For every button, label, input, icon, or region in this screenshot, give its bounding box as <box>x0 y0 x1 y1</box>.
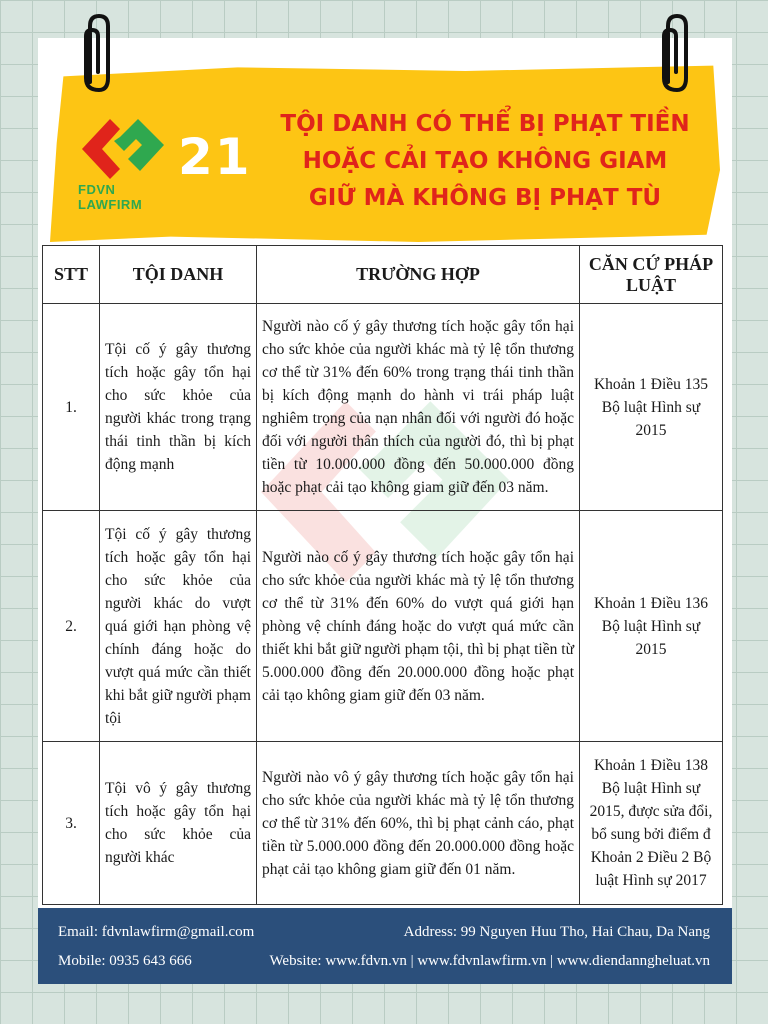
page-title <box>250 106 720 217</box>
fdvn-logo-icon <box>80 115 166 185</box>
title-line: TỘI DANH CÓ THỂ BỊ PHẠT TIỀN <box>280 111 690 137</box>
row-crime: Tội cố ý gây thương tích hoặc gây tổn hại cho sức khỏe của người khác do vượt quá giới hạn phòng vệ chính đáng hoặc do vượt quá mức cần thiết khi bắt giữ người phạm tội <box>100 511 257 742</box>
footer-address: Address: 99 Nguyen Huu Tho, Hai Chau, Da Nang <box>403 924 710 940</box>
row-stt: 1. <box>43 304 100 511</box>
table-header-row <box>43 246 723 304</box>
offense-table <box>42 245 723 905</box>
paperclip-icon <box>654 12 700 96</box>
row-crime: Tội cố ý gây thương tích hoặc gây tổn hại cho sức khỏe của người khác trong trạng thái tinh thần bị kích động mạnh <box>100 304 257 511</box>
row-legal-basis: Khoản 1 Điều 135 Bộ luật Hình sự 2015 <box>580 304 723 511</box>
footer-email[interactable]: Email: fdvnlawfirm@gmail.com <box>58 924 255 940</box>
row-stt: 3. <box>43 742 100 905</box>
row-case: Người nào cố ý gây thương tích hoặc gây tổn hại cho sức khỏe của người khác mà tỷ lệ tổn thương cơ thể từ 31% đến 60% do vượt quá giới hạn phòng vệ chính đáng hoặc do vượt quá mức cần thiết khi bắt giữ người phạm tội, thì bị phạt tiền từ 5.000.000 đồng đến 20.000.000 đồng hoặc phạt cải tạo không giam giữ đến 03 năm. <box>257 511 580 742</box>
table-row <box>43 304 723 511</box>
table-row <box>43 511 723 742</box>
column-header-legal-basis: CĂN CỨ PHÁP LUẬT <box>580 246 723 304</box>
row-stt: 2. <box>43 511 100 742</box>
row-case: Người nào vô ý gây thương tích hoặc gây tổn hại cho sức khỏe của người khác mà tỷ lệ tổn thương cơ thể từ 31% đến 60%, thì bị phạt cảnh cáo, phạt tiền từ 5.000.000 đồng đến 20.000.000 đồng hoặc phạt cải tạo không giam giữ đến 01 năm. <box>257 742 580 905</box>
brand-name: FDVN LAWFIRM <box>78 182 143 212</box>
footer-mobile[interactable]: Mobile: 0935 643 666 <box>58 953 192 969</box>
row-legal-basis: Khoản 1 Điều 138 Bộ luật Hình sự 2015, được sửa đổi, bổ sung bởi điểm đ Khoản 2 Điều 2 Bộ luật Hình sự 2017 <box>580 742 723 905</box>
column-header-case: TRƯỜNG HỢP <box>257 246 580 304</box>
footer-website[interactable]: Website: www.fdvn.vn | www.fdvnlawfirm.vn | www.diendanngheluat.vn <box>269 953 710 969</box>
title-line: HOẶC CẢI TẠO KHÔNG GIAM <box>302 148 668 174</box>
count-number: 21 <box>178 128 252 186</box>
row-crime: Tội vô ý gây thương tích hoặc gây tổn hại cho sức khỏe của người khác <box>100 742 257 905</box>
paperclip-icon <box>76 12 122 96</box>
table-row <box>43 742 723 905</box>
column-header-crime: TỘI DANH <box>100 246 257 304</box>
contact-footer <box>38 908 732 984</box>
column-header-stt: STT <box>43 246 100 304</box>
row-legal-basis: Khoản 1 Điều 136 Bộ luật Hình sự 2015 <box>580 511 723 742</box>
row-case: Người nào cố ý gây thương tích hoặc gây tổn hại cho sức khỏe của người khác mà tỷ lệ tổn thương cơ thể từ 31% đến 60% trong trạng thái tinh thần bị kích động mạnh do hành vi trái pháp luật nghiêm trọng của nạn nhân đối với người đó hoặc đối với người thân thích của người đó, thì bị phạt tiền từ 10.000.000 đồng đến 50.000.000 đồng hoặc phạt cải tạo không giam giữ đến 03 năm. <box>257 304 580 511</box>
title-line: GIỮ MÀ KHÔNG BỊ PHẠT TÙ <box>308 185 662 211</box>
